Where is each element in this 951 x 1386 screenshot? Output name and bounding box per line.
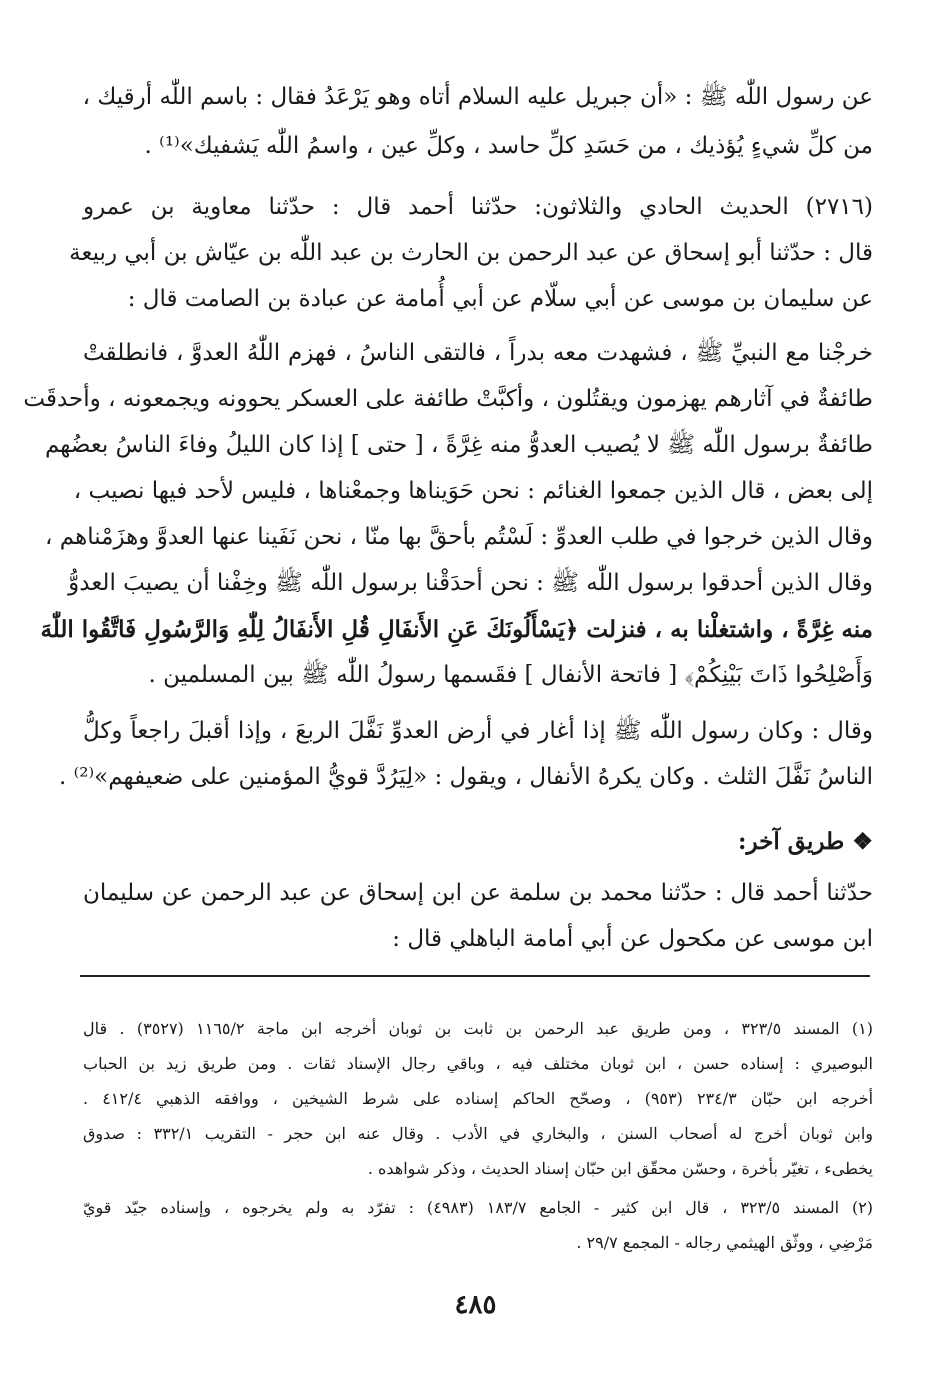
text-line: طائفةٌ في آثارهم يهزمون ويقتُلون ، وأكبَّتْ طائفة على العسكر يحوونه ويجمعونه ، وأحدقَت (23, 386, 873, 412)
footnote-line: مَرْضِي ، ووثّق الهيثمي رجاله - المجمع ٢٩/٧ . (576, 1233, 873, 1252)
footnote-line: البوصيري : إسناده حسن ، ابن ثوبان مختلف فيه ، وباقي رجال الإسناد ثقات . ومن طريق زيد بن الحباب (83, 1054, 873, 1073)
text-line: قال : حدّثنا أبو إسحاق عن عبد الرحمن بن الحارث بن عبد اللّٰه بن عيّاش بن أبي ربيعة (69, 240, 873, 266)
footnote-line: (١) المسند ٣٢٣/٥ ، ومن طريق عبد الرحمن بن ثابت بن ثوبان أخرجه ابن ماجة ١١٦٥/٢ (٣٥٢٧) . قال (83, 1019, 873, 1038)
text-line: عن رسول اللّٰه ﷺ : «أن جبريل عليه السلام أتاه وهو يَرْعَدُ فقال : باسم اللّٰه أرقيك ، (82, 84, 873, 110)
footnote-separator (80, 975, 870, 977)
text-line: الناسُ نَفَّلَ الثلث . وكان يكرهُ الأنفال ، ويقول : «لِيَرُدَّ قويُّ المؤمنين على ضعيفهم»⁽²⁾ . (58, 764, 873, 790)
text-line: ابن موسى عن مكحول عن أبي أمامة الباهلي قال : (392, 926, 873, 952)
text-line: وقال : وكان رسول اللّٰه ﷺ إذا أغار في أرض العدوِّ نَفَّلَ الربعَ ، وإذا أقبلَ راجعاً وكلُّ (83, 718, 873, 744)
text-line: خرجْنا مع النبيِّ ﷺ ، فشهدت معه بدراً ، فالتقى الناسُ ، فهزم اللّٰهُ العدوَّ ، فانطلقتْ (83, 340, 873, 366)
footnote-line: (٢) المسند ٣٢٣/٥ ، قال ابن كثير - الجامع ١٨٣/٧ (٤٩٨٣) : تفرّد به ولم يخرجوه ، وإسناده جيّد قويّ (83, 1198, 874, 1217)
text-line: من كلِّ شيءٍ يُؤذيك ، من حَسَدِ كلِّ حاسد ، وكلِّ عين ، واسمُ اللّٰه يَشفيك»⁽¹⁾ . (144, 133, 873, 159)
text-line: إلى بعض ، قال الذين جمعوا الغنائم : نحن حَوَيناها وجمعْناها ، فليس لأحد فيها نصيب ، (73, 478, 873, 504)
footnote-line: أخرجه ابن حبّان ٢٣٤/٣ (٩٥٣) ، وصحّح الحاكم إسناده على شرط الشيخين ، ووافقه الذهبي ٤١٢/٤ . (83, 1089, 874, 1108)
page-number: ٤٨٥ (454, 1290, 497, 1320)
text-line: حدّثنا أحمد قال : حدّثنا محمد بن سلمة عن ابن إسحاق عن عبد الرحمن عن سليمان (83, 880, 873, 906)
text-line: عن سليمان بن موسى عن أبي سلّام عن أبي أُمامة عن عبادة بن الصامت قال : (127, 286, 873, 312)
footnote-line: وابن ثوبان أخرج له أصحاب السنن ، والبخاري في الأدب . وقال عنه ابن حجر - التقريب ٣٣٢/١ : صدوق (83, 1124, 873, 1143)
quran-verse-line: منه غِرَّةً ، واشتغلْنا به ، فنزلت ﴿يَسْأَلُونَكَ عَنِ الأَنفَالِ قُلِ الأَنفَالُ لِلّٰهِ وَالرَّسُولِ فَاتَّقُوا اللّٰهَ (40, 616, 873, 643)
hadith-heading-line: (٢٧١٦) الحديث الحادي والثلاثون: حدّثنا أحمد قال : حدّثنا معاوية بن عمرو (83, 194, 873, 220)
footnote-line: يخطىء ، تغيّر بأخرة ، وحسّن محقّق ابن حبّان إسناد الحديث ، وذكر شواهده . (367, 1159, 873, 1178)
text-line: طائفةٌ برسول اللّٰه ﷺ لا يُصيب العدوُّ منه غِرَّةً ، [ حتى ] إذا كان الليلُ وفاءَ الناسُ بعضُهم (44, 432, 873, 458)
section-heading: ❖ طريق آخر: (737, 828, 873, 855)
text-line: وقال الذين خرجوا في طلب العدوِّ : لَسْتُم بأحقَّ بها منّا ، نحن نَفَينا عنها العدوَّ وهزَمْناهم ، (45, 524, 873, 550)
text-line: وقال الذين أحدقوا برسول اللّٰه ﷺ : نحن أحدَقْنا برسول اللّٰه ﷺ وخِفْنا أن يصيبَ العدوُّ (68, 570, 873, 596)
quran-verse-line: وَأَصْلِحُوا ذَاتَ بَيْنِكُمْ﴾ [ فاتحة الأنفال ] فقَسمها رسولُ اللّٰه ﷺ بين المسلمين . (148, 662, 873, 688)
